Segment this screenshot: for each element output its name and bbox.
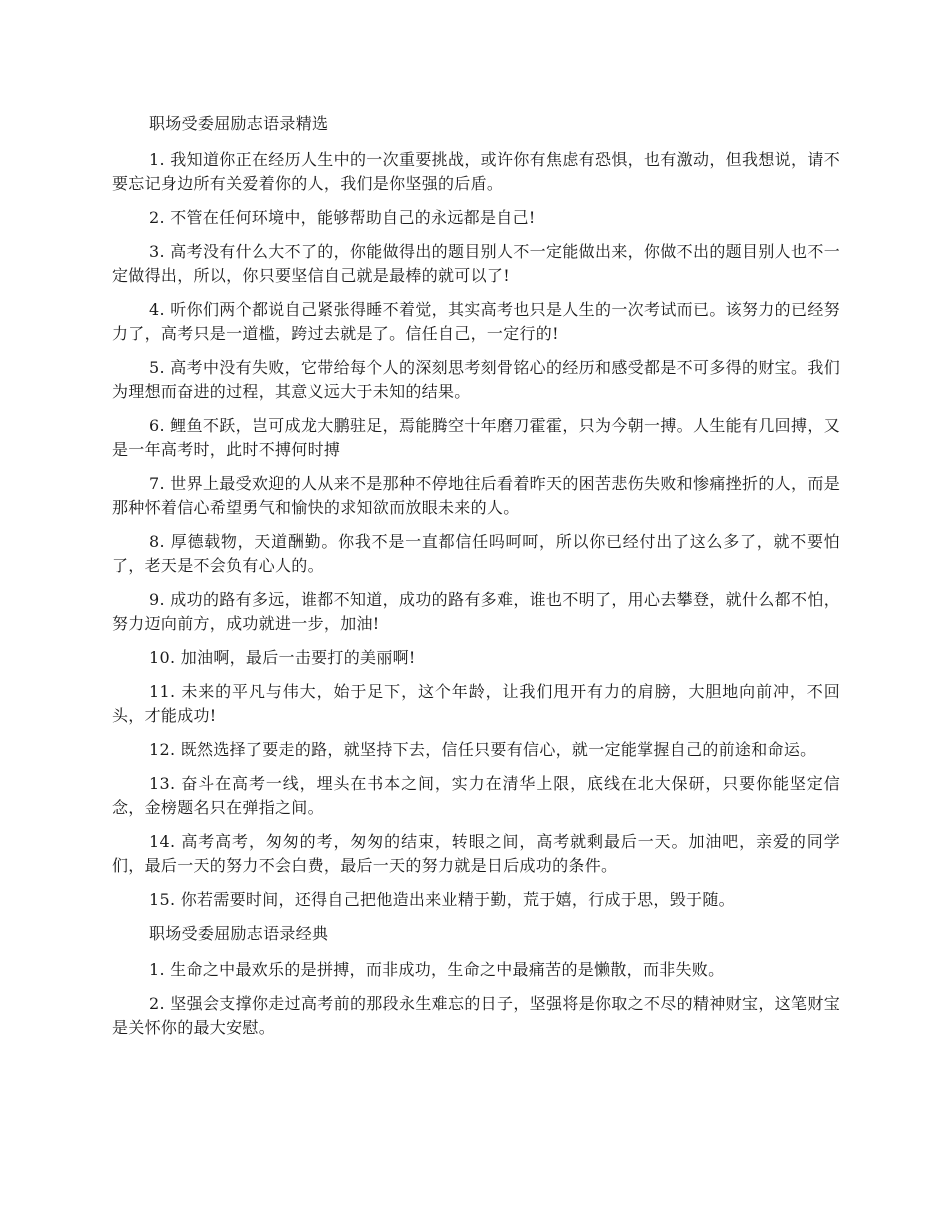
list-item: 4. 听你们两个都说自己紧张得睡不着觉，其实高考也只是人生的一次考试而已。该努力的已经努力了，高考只是一道槛，跨过去就是了。信任自己，一定行的! [112,300,840,343]
list-item: 2. 坚强会支撑你走过高考前的那段永生难忘的日子，坚强将是你取之不尽的精神财宝，这笔财宝是关怀你的最大安慰。 [112,994,840,1037]
section-title: 职场受委屈励志语录经典 [149,924,329,943]
list-item: 6. 鲤鱼不跃，岂可成龙大鹏驻足，焉能腾空十年磨刀霍霍，只为今朝一搏。人生能有几回搏，又是一年高考时，此时不搏何时搏 [112,416,840,459]
list-item: 8. 厚德载物，天道酬勤。你我不是一直都信任吗呵呵，所以你已经付出了这么多了，就不要怕了，老天是不会负有心人的。 [112,532,840,575]
list-item: 14. 高考高考，匆匆的考，匆匆的结束，转眼之间，高考就剩最后一天。加油吧，亲爱的同学们，最后一天的努力不会白费，最后一天的努力就是日后成功的条件。 [112,832,840,875]
list-item: 10. 加油啊，最后一击要打的美丽啊! [149,648,416,667]
list-item: 1. 生命之中最欢乐的是拼搏，而非成功，生命之中最痛苦的是懒散，而非失败。 [149,960,725,979]
list-item: 5. 高考中没有失败，它带给每个人的深刻思考刻骨铭心的经历和感受都是不可多得的财宝。我们为理想而奋进的过程，其意义远大于未知的结果。 [112,358,840,401]
list-item: 7. 世界上最受欢迎的人从来不是那种不停地往后看着昨天的困苦悲伤失败和惨痛挫折的人，而是那种怀着信心希望勇气和愉快的求知欲而放眼未来的人。 [112,474,840,517]
section-1 [112,112,840,912]
list-item: 11. 未来的平凡与伟大，始于足下，这个年龄，让我们甩开有力的肩膀，大胆地向前冲，不回头，才能成功! [112,682,840,725]
list-item: 3. 高考没有什么大不了的，你能做得出的题目别人不一定能做出来，你做不出的题目别人也不一定做得出，所以，你只要坚信自己就是最棒的就可以了! [112,242,840,285]
list-item: 12. 既然选择了要走的路，就坚持下去，信任只要有信心，就一定能掌握自己的前途和命运。 [149,740,817,759]
section-title: 职场受委屈励志语录精选 [149,114,329,133]
section-2 [112,922,840,1040]
list-item: 15. 你若需要时间，还得自己把他造出来业精于勤，荒于嬉，行成于思，毁于随。 [149,890,735,909]
list-item: 9. 成功的路有多远，谁都不知道，成功的路有多难，谁也不明了，用心去攀登，就什么都不怕，努力迈向前方，成功就进一步，加油! [112,590,840,633]
list-item: 2. 不管在任何环境中，能够帮助自己的永远都是自己! [149,208,536,227]
document-page [112,112,840,1050]
list-item: 1. 我知道你正在经历人生中的一次重要挑战，或许你有焦虑有恐惧，也有激动，但我想说，请不要忘记身边所有关爱着你的人，我们是你坚强的后盾。 [112,150,840,193]
list-item: 13. 奋斗在高考一线，埋头在书本之间，实力在清华上限，底线在北大保研，只要你能坚定信念，金榜题名只在弹指之间。 [112,774,840,817]
